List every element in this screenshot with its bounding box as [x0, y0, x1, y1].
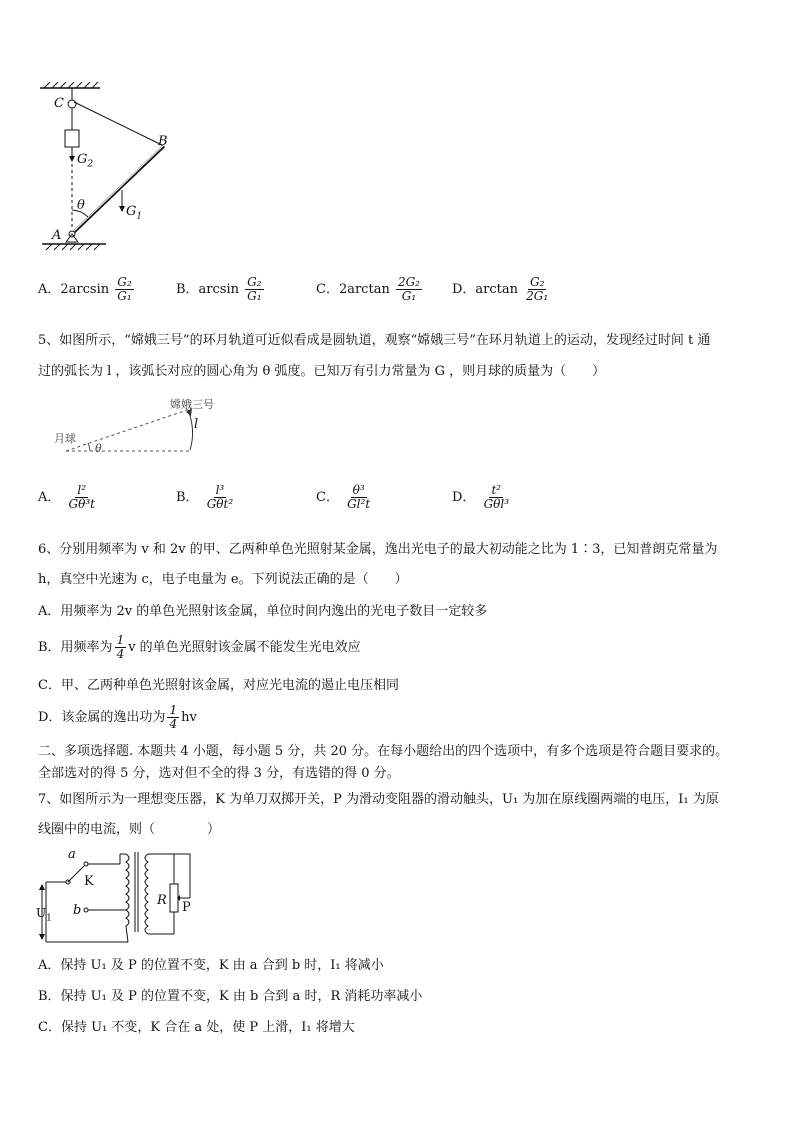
q5-option-a[interactable]: A． $\frac{\text{l²}}{\text{Gθ³t}}$: [38, 483, 95, 511]
q7-fig-switch-k: K: [84, 874, 94, 889]
q4-label-b: B: [158, 134, 168, 149]
q5-option-a-fraction: $\frac{\text{l²}}{\text{Gθ³t}}$: [68, 483, 95, 511]
q6-option-b-fraction: $\frac{1}{4}$: [116, 633, 125, 661]
q6-option-b[interactable]: B．用频率为 $\frac{1}{4}$ v 的单色光照射该金属不能发生光电效应: [38, 633, 361, 661]
q5-option-d-fraction: $\frac{\text{t²}}{\text{Gθl³}}$: [483, 483, 510, 511]
q6-stem-line2: h，真空中光速为 c，电子电量为 e。下列说法正确的是（ ）: [38, 572, 408, 587]
q5-stem-line2: 过的弧长为 l ，该弧长对应的圆心角为 θ 弧度。已知万有引力常量为 G ，则月球的质量为（ ）: [38, 364, 606, 379]
q4-option-a[interactable]: A．2arcsin $\frac{\text{G₂}}{\text{G₁}}$: [38, 275, 132, 303]
q7-option-c[interactable]: C．保持 U₁ 不变，K 合在 a 处，使 P 上滑，I₁ 将增大: [38, 1020, 355, 1035]
q6-stem-line1: 6、分别用频率为 v 和 2v 的甲、乙两种单色光照射某金属，逸出光电子的最大初动能之比为 1∶3，已知普朗克常量为: [38, 542, 718, 557]
q4-option-c[interactable]: C．2arctan $\frac{\text{2G₂}}{\text{G₁}}$: [316, 275, 420, 303]
q7-fig-voltage-u1: $U_1$: [36, 906, 52, 924]
q5-option-b-fraction: $\frac{\text{l³}}{\text{Gθt²}}$: [206, 483, 234, 511]
q4-option-c-fraction: $\frac{\text{2G₂}}{\text{G₁}}$: [397, 275, 420, 303]
q5-option-c[interactable]: C． $\frac{\text{θ³}}{\text{Gl²t}}$: [316, 483, 371, 511]
q4-label-a: A: [52, 228, 62, 243]
q4-option-d[interactable]: D．arctan $\frac{\text{G₂}}{\text{2G₁}}$: [452, 275, 549, 303]
q4-label-g2: $G_2$: [77, 152, 94, 170]
q7-fig-slider-p: P: [182, 900, 191, 915]
q5-option-b[interactable]: B． $\frac{\text{l³}}{\text{Gθt²}}$: [176, 483, 234, 511]
q4-label-g1: $G_1$: [126, 204, 143, 222]
q5-fig-l-label: l: [194, 417, 199, 432]
q7-circuit-figure: [34, 846, 214, 946]
q5-fig-craft-label: 嫦娥三号: [170, 398, 214, 411]
q7-option-a[interactable]: A．保持 U₁ 及 P 的位置不变，K 由 a 合到 b 时，I₁ 将减小: [38, 958, 384, 973]
q5-fig-theta-label: θ: [95, 442, 102, 455]
q7-option-b[interactable]: B．保持 U₁ 及 P 的位置不变，K 由 b 合到 a 时，R 消耗功率减小: [38, 989, 423, 1004]
q5-fig-moon-label: 月球: [54, 432, 76, 445]
q5-option-d[interactable]: D． $\frac{\text{t²}}{\text{Gθl³}}$: [452, 483, 510, 511]
q6-option-a[interactable]: A．用频率为 2v 的单色光照射该金属，单位时间内逸出的光电子数目一定较多: [38, 604, 488, 619]
q4-label-theta: θ: [77, 198, 85, 213]
q7-fig-terminal-b: b: [73, 903, 82, 918]
q5-option-c-fraction: $\frac{\text{θ³}}{\text{Gl²t}}$: [347, 483, 371, 511]
section2-instructions-line1: 二、多项选择题. 本题共 4 小题，每小题 5 分，共 20 分。在每小题给出的四个选项中，有多个选项是符合题目要求的。: [38, 744, 729, 759]
q6-option-d[interactable]: D．该金属的逸出功为 $\frac{1}{4}$ hv: [38, 703, 197, 731]
q4-label-c: C: [54, 96, 64, 111]
q4-option-b[interactable]: B．arcsin $\frac{\text{G₂}}{\text{G₁}}$: [176, 275, 262, 303]
q6-option-d-fraction: $\frac{1}{4}$: [169, 703, 178, 731]
q7-fig-resistor-r: R: [157, 893, 167, 908]
q4-option-d-fraction: $\frac{\text{G₂}}{\text{2G₁}}$: [526, 275, 549, 303]
section2-instructions-line2: 全部选对的得 5 分，选对但不全的得 3 分，有选错的得 0 分。: [38, 766, 400, 781]
q6-option-c[interactable]: C．甲、乙两种单色光照射该金属，对应光电流的遏止电压相同: [38, 678, 399, 693]
q4-option-a-fraction: $\frac{\text{G₂}}{\text{G₁}}$: [117, 275, 132, 303]
q7-stem-line2: 线圈中的电流，则（ ）: [38, 822, 221, 837]
q5-stem-line1: 5、如图所示，“嫦娥三号”的环月轨道可近似看成是圆轨道，观察“嫦娥三号”在环月轨道上的运动，发现经过时间 t 通: [38, 333, 711, 348]
q7-stem-line1: 7、如图所示为一理想变压器，K 为单刀双掷开关，P 为滑动变阻器的滑动触头，U₁ 为加在原线圈两端的电压，I₁ 为原: [38, 792, 719, 807]
q7-fig-terminal-a: a: [68, 847, 76, 862]
q4-option-b-fraction: $\frac{\text{G₂}}{\text{G₁}}$: [247, 275, 262, 303]
